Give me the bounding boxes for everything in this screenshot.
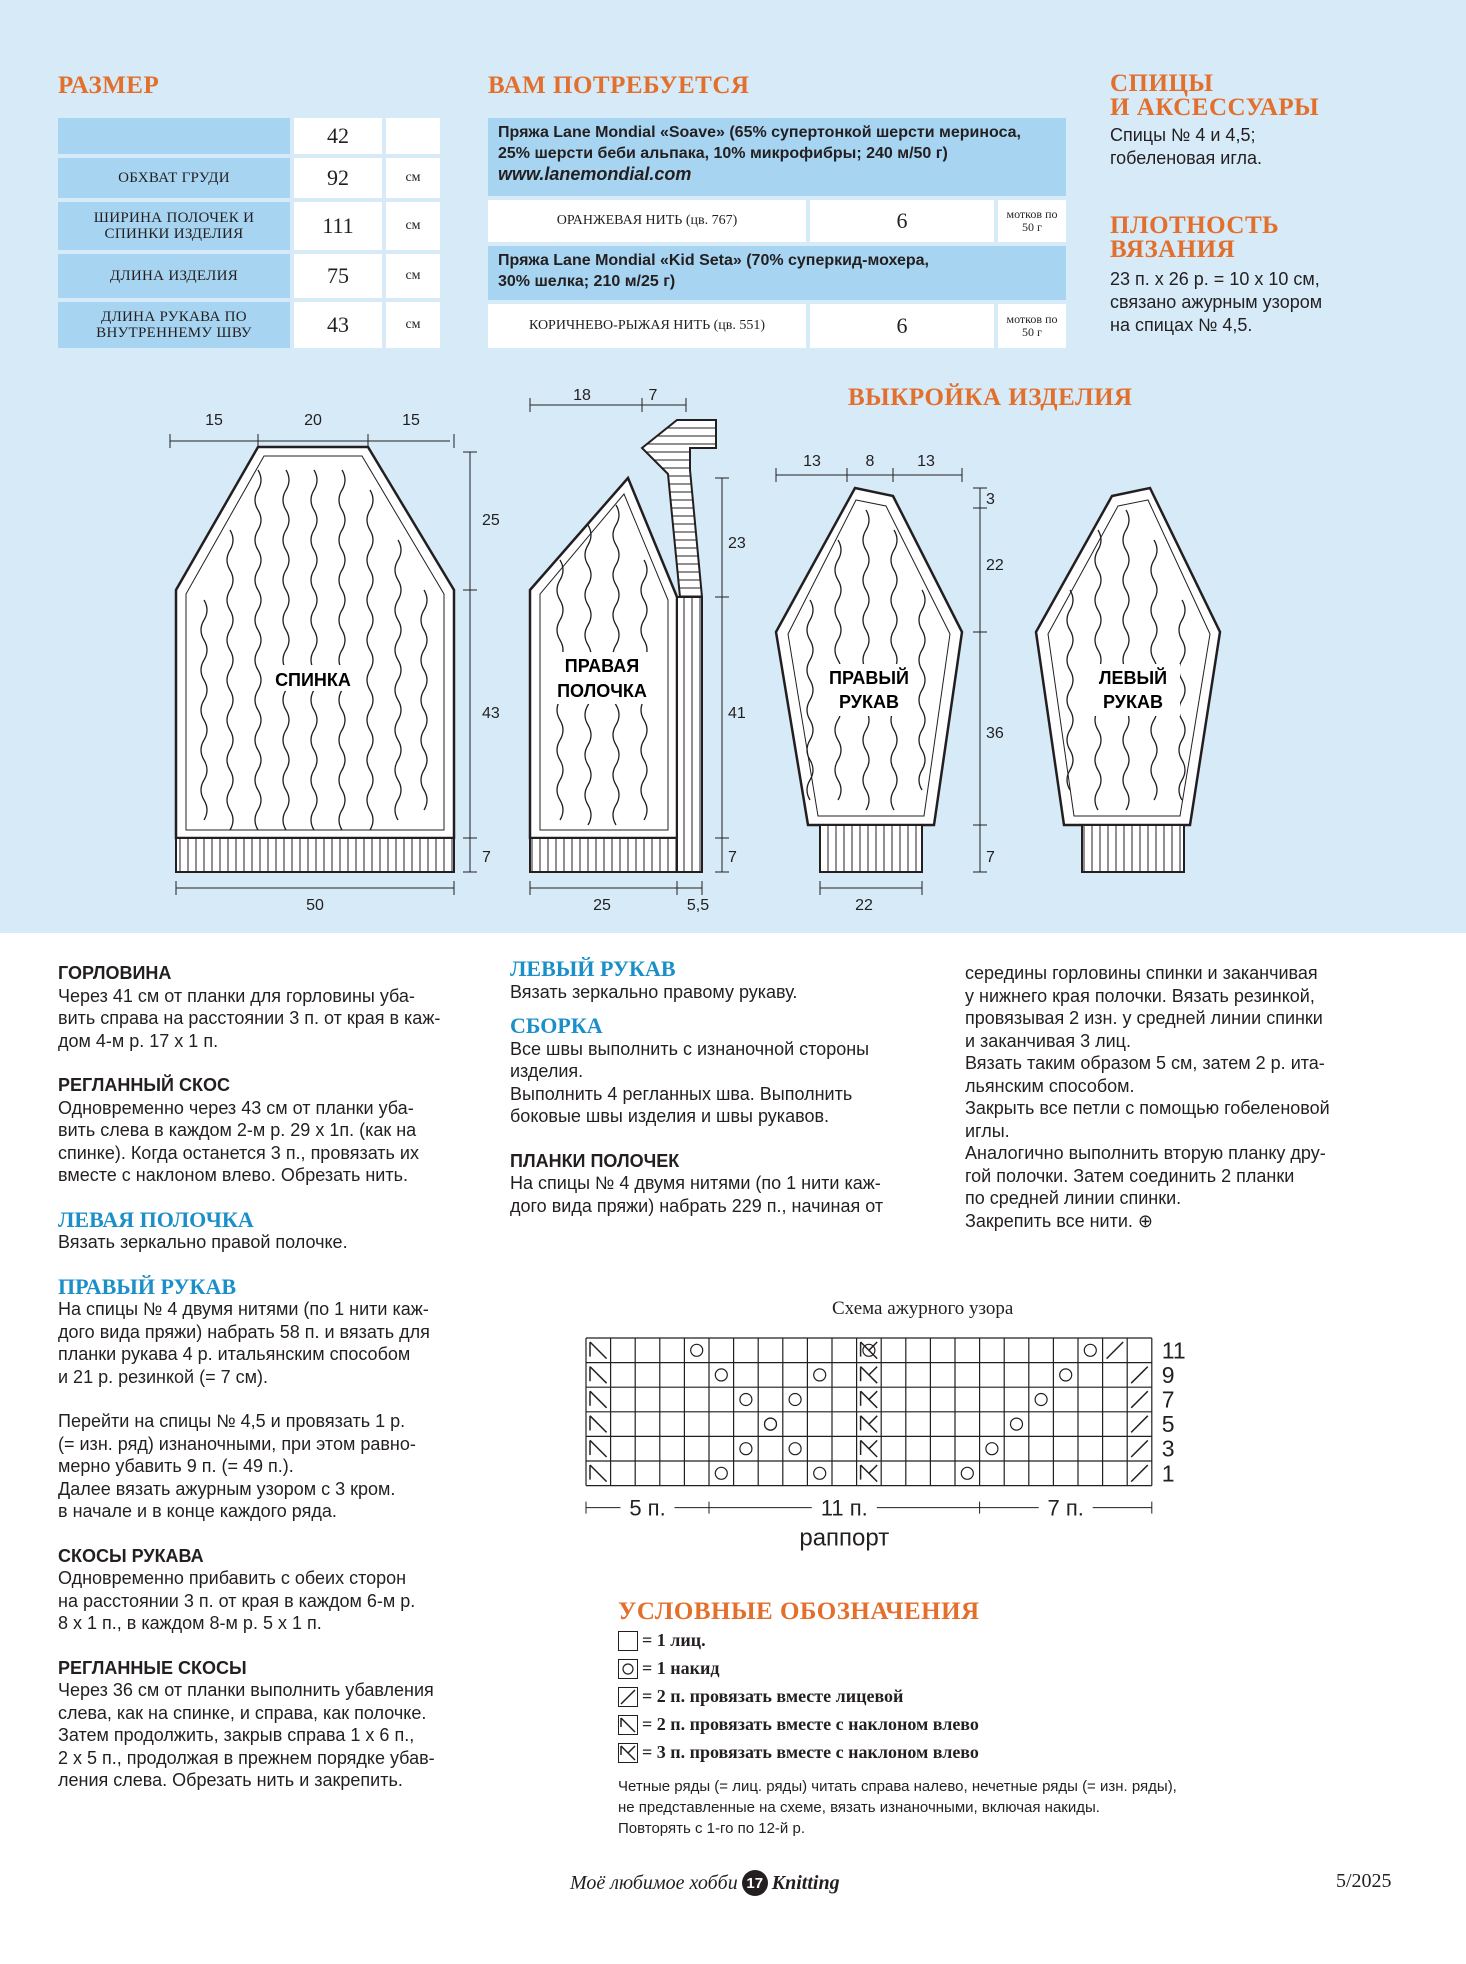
size-row-value: 43 [294,302,382,348]
yarn-over-symbol-icon [789,1394,801,1406]
chart-row-number: 3 [1161,1435,1175,1462]
chart-row-number: 9 [1161,1361,1175,1388]
col3-text-line: иглы. [965,1120,1010,1141]
dim-sleeve-cap: 3 [986,491,995,508]
k2tog-symbol-icon [618,1687,638,1707]
chart-stitch-count: 5 п. [629,1495,666,1521]
yarn-over-symbol-icon [1060,1369,1072,1381]
yarn-over-symbol-icon [961,1467,973,1479]
yarn2-unit: мотков по 50 г [998,304,1066,348]
col3-text-line: Вязать таким образом 5 см, затем 2 р. ита- [965,1053,1325,1073]
yarn-over-symbol-icon [618,1659,638,1679]
tools-text-line1: Спицы № 4 и 4,5; [1110,125,1256,145]
right-sleeve-text2-line: Перейти на спицы № 4,5 и провязать 1 р. [58,1411,406,1431]
sk2p-symbol-icon [869,1465,877,1473]
ssk-symbol-icon [618,1715,638,1735]
sleeve-inc-text-line: Одновременно прибавить с обеих сторон [58,1568,407,1588]
yarn1-description [488,118,1066,196]
yarn2-line2: 30% шелка; 210 м/25 г) [498,273,676,290]
sk2p-symbol-icon [869,1391,877,1399]
right-sleeve-label-2: РУКАВ [839,692,899,712]
col3-text-line: льянским способом. [965,1075,1135,1096]
yarn1-unit: мотков по 50 г [998,200,1066,242]
size-header-value: 42 [294,118,382,154]
legend-item-yo [618,1658,719,1679]
yarn-over-symbol-icon [814,1369,826,1381]
sleeve-raglan-text-line: Затем продолжить, закрыв справа 1 х 6 п., [58,1725,415,1745]
yarn1-qty: 6 [810,200,994,242]
gauge-text-line1: 23 п. х 26 р. = 10 х 10 см, [1110,269,1320,289]
issue-number: 5/2025 [1336,1870,1392,1892]
left-sleeve-label-2: РУКАВ [1103,692,1163,712]
yarn-over-symbol-icon [765,1418,777,1430]
legend-text: = 3 п. провязать вместе с наклоном влево [642,1742,979,1762]
col3-text-line: середины горловины спинки и заканчивая [965,963,1318,983]
sleeve-inc-text-line: 8 х 1 п., в каждом 8-м р. 5 х 1 п. [58,1613,322,1633]
col3-text-line: Аналогично выполнить вторую планку дру- [965,1143,1326,1163]
neck-title: ГОРЛОВИНА [58,963,172,983]
sleeve-raglan-text-line: ления слева. Обрезать нить и закрепить. [58,1770,403,1790]
chart-title: Схема ажурного узора [832,1298,1014,1319]
col3-text-line: гой полочки. Затем соединить 2 планки [965,1165,1295,1186]
yarn-over-symbol-icon [715,1369,727,1381]
dim-front-body: 41 [728,705,746,722]
right-sleeve-text-line: дого вида пряжи) набрать 58 п. и вязать для [58,1321,430,1342]
sk2p-symbol-icon [869,1367,877,1375]
sk2p-symbol-icon [869,1440,877,1448]
left-sleeve-label-1: ЛЕВЫЙ [1098,668,1168,688]
dim-sleeve-top-right: 13 [917,453,935,470]
size-row-value: 92 [294,158,382,198]
col3-text-line: провязывая 2 изн. у средней линии спинки [965,1008,1323,1028]
dim-back-rib: 7 [482,849,491,866]
tools-title [1110,72,1319,120]
yarn-over-symbol-icon [789,1443,801,1455]
ssk-symbol-icon [590,1440,607,1457]
right-sleeve-text-line: планки рукава 4 р. итальянским способом [58,1344,411,1364]
dim-front-rib: 7 [728,849,737,866]
bands-text-line: На спицы № 4 двумя нитями (по 1 нити каж- [510,1173,881,1193]
dim-front-raglan: 23 [728,535,746,552]
assembly-text-line: Выполнить 4 регланных шва. Выполнить [510,1083,853,1104]
gauge-text [1110,268,1322,337]
ssk-symbol-icon [590,1416,607,1433]
size-row-label: ДЛИНА РУКАВА ПО ВНУТРЕННЕМУ ШВУ [58,302,290,348]
magazine-name: Моё любимое хобби [570,1871,738,1894]
materials-title: ВАМ ПОТРЕБУЕТСЯ [488,72,750,99]
size-title: РАЗМЕР [58,72,160,99]
dim-front-width: 25 [593,897,611,914]
note-line: не представленные на схеме, вязать изнаночными, включая накиды. [618,1799,1100,1816]
yarn-over-symbol-icon [1011,1418,1023,1430]
tools-title-line2: И АКСЕССУАРЫ [1110,94,1320,121]
neck-text-line: Через 41 см от планки для горловины уба- [58,985,415,1006]
ssk-symbol-icon [590,1465,607,1482]
bands-text-line: дого вида пряжи) набрать 229 п., начиная от [510,1195,884,1216]
left-front-title: ЛЕВАЯ ПОЛОЧКА [58,1206,254,1232]
gauge-text-line2: связано ажурным узором [1110,292,1323,312]
dim-sleeve-rib: 7 [986,849,995,866]
left-sleeve-title: ЛЕВЫЙ РУКАВ [510,956,676,981]
ssk-symbol-icon [590,1342,607,1359]
dim-sleeve-raglan: 22 [986,557,1004,574]
size-header-blank [58,118,290,154]
lace-chart [580,1330,1300,1590]
neck-text-line: вить справа на расстоянии 3 п. от края в каж- [58,1008,441,1028]
instructions-column-1 [58,962,478,1814]
col3-text-line: у нижнего края полочки. Вязать резинкой, [965,985,1315,1006]
chart-row-number: 7 [1161,1386,1175,1413]
legend-item-sk2p [618,1742,979,1763]
raglan-text-line: вить слева в каждом 2-м р. 29 х 1п. (как на [58,1120,417,1140]
sleeve-raglan-text-line: Через 36 см от планки выполнить убавления [58,1680,434,1700]
sleeve-raglan-title: РЕГЛАННЫЕ СКОСЫ [58,1657,247,1678]
col3-text-line: Закрепить все нити. ⊕ [965,1210,1153,1231]
raglan-title: РЕГЛАННЫЙ СКОС [58,1075,230,1095]
right-front-label-1: ПРАВАЯ [564,656,640,676]
pattern-title: ВЫКРОЙКА ИЗДЕЛИЯ [848,384,1133,411]
sk2p-symbol-icon [618,1743,638,1763]
dim-back-top-right: 15 [402,412,420,429]
chart-stitch-count: 11 п. [820,1495,868,1521]
dim-back-body: 43 [482,705,500,722]
right-sleeve-text2-line: мерно убавить 9 п. (= 49 п.). [58,1456,294,1476]
instructions-column-2 [510,958,950,1239]
chart-row-number: 11 [1161,1337,1186,1364]
k2tog-symbol-icon [1131,1440,1148,1457]
yarn1-line1: Пряжа Lane Mondial «Soave» (65% супертонкой шерсти мериноса, [498,124,1021,141]
yarn1-url[interactable]: www.lanemondial.com [498,164,692,184]
size-row-value: 111 [294,202,382,250]
size-row-value: 75 [294,254,382,298]
dim-front-band-top: 7 [648,387,658,404]
note-line: Четные ряды (= лиц. ряды) читать справа налево, нечетные ряды (= изн. ряды), [618,1778,1177,1795]
chart-row-number: 5 [1161,1411,1175,1438]
k2tog-symbol-icon [1131,1416,1148,1433]
yarn-over-symbol-icon [1035,1394,1047,1406]
ssk-symbol-icon [590,1391,607,1408]
yarn-over-symbol-icon [691,1344,703,1356]
sleeve-inc-title: СКОСЫ РУКАВА [58,1545,204,1566]
dim-front-band-width: 5,5 [686,897,710,914]
right-sleeve-text2-line: Далее вязать ажурным узором с 3 кром. [58,1478,396,1499]
gauge-title-line1: ПЛОТНОСТЬ [1110,212,1280,239]
k2tog-symbol-icon [1131,1367,1148,1384]
legend-item-knit [618,1630,706,1651]
legend-text: = 1 накид [642,1658,720,1678]
bands-title: ПЛАНКИ ПОЛОЧЕК [510,1150,680,1171]
chart-stitch-count: 7 п. [1047,1495,1084,1521]
size-row-label: ОБХВАТ ГРУДИ [58,158,290,198]
size-header-unit [386,118,440,154]
page-number: 17 [742,1870,768,1896]
tools-text-line2: гобеленовая игла. [1110,148,1263,168]
size-row-unit: см [386,158,440,198]
left-sleeve-text-line: Вязать зеркально правому рукаву. [510,981,798,1002]
tools-text [1110,124,1262,170]
raglan-text-line: вместе с наклоном влево. Обрезать нить. [58,1165,408,1185]
yarn-over-symbol-icon [986,1443,998,1455]
dim-sleeve-top-mid: 8 [865,453,875,470]
k2tog-symbol-icon [1107,1342,1124,1359]
assembly-text-line: изделия. [510,1061,584,1081]
col3-text-line: по средней линии спинки. [965,1188,1182,1208]
yarn1-color: ОРАНЖЕВАЯ НИТЬ (цв. 767) [488,200,806,242]
yarn-over-symbol-icon [740,1443,752,1455]
chart-repeat-label: раппорт [799,1524,890,1552]
yarn2-description [488,246,1066,300]
dim-sleeve-top-left: 13 [803,453,821,470]
gauge-title [1110,214,1279,262]
raglan-text-line: Одновременно через 43 см от планки уба- [58,1097,414,1118]
right-sleeve-text2-line: (= изн. ряд) изнаночными, при этом равно- [58,1433,416,1454]
instructions-column-3 [965,962,1405,1232]
yarn-over-symbol-icon [814,1467,826,1479]
size-row-unit: см [386,202,440,250]
right-front-label-2: ПОЛОЧКА [557,681,647,701]
k2tog-symbol-icon [1131,1465,1148,1482]
size-row-unit: см [386,254,440,298]
right-sleeve-text2-line: в начале и в конце каждого ряда. [58,1501,337,1521]
dim-back-raglan: 25 [482,512,500,529]
size-row-label: ШИРИНА ПОЛОЧЕК И СПИНКИ ИЗДЕЛИЯ [58,202,290,250]
right-sleeve-text-line: и 21 р. резинкой (= 7 см). [58,1366,268,1387]
dim-sleeve-width: 22 [855,897,873,914]
back-piece [176,447,454,872]
legend-note [618,1776,1177,1839]
ssk-symbol-icon [590,1367,607,1384]
yarn-over-symbol-icon [740,1394,752,1406]
gauge-text-line3: на спицах № 4,5. [1110,315,1253,335]
dim-back-top-mid: 20 [304,412,322,429]
dim-back-top-left: 15 [205,412,223,429]
back-label: СПИНКА [275,670,351,690]
assembly-text-line: боковые швы изделия и швы рукавов. [510,1106,830,1126]
legend-text: = 1 лиц. [642,1630,706,1650]
magazine-section: Knitting [771,1871,840,1894]
legend-text: = 2 п. провязать вместе лицевой [642,1686,904,1706]
right-sleeve-title: ПРАВЫЙ РУКАВ [58,1273,237,1299]
k2tog-symbol-icon [1131,1391,1148,1408]
right-front-piece [530,420,716,872]
col3-text-line: Закрыть все петли с помощью гобеленовой [965,1098,1330,1118]
assembly-text-line: Все швы выполнить с изнаночной стороны [510,1038,870,1059]
yarn1-line2: 25% шерсти беби альпака, 10% микрофибры; 240 м/50 г) [498,145,948,162]
tools-title-line1: СПИЦЫ [1110,70,1214,97]
yarn2-qty: 6 [810,304,994,348]
dim-sleeve-body: 36 [986,725,1004,742]
legend-item-ssk [618,1714,979,1735]
legend-title: УСЛОВНЫЕ ОБОЗНАЧЕНИЯ [618,1598,980,1625]
yarn2-color: КОРИЧНЕВО-РЫЖАЯ НИТЬ (цв. 551) [488,304,806,348]
dim-back-width: 50 [306,897,324,914]
note-line: Повторять с 1-го по 12-й р. [618,1820,805,1837]
yarn2-line1: Пряжа Lane Mondial «Kid Seta» (70% суперкид-мохера, [498,252,929,269]
legend-item-k2tog [618,1686,903,1707]
sleeve-raglan-text-line: слева, как на спинке, и справа, как полочке. [58,1702,427,1723]
dim-front-top: 18 [573,387,591,404]
chart-row-number: 1 [1161,1460,1175,1487]
sleeve-inc-text-line: на расстоянии 3 п. от края в каждом 6-м р. [58,1590,416,1611]
yarn-over-symbol-icon [715,1467,727,1479]
knit-symbol-icon [618,1631,638,1651]
sleeve-raglan-text-line: 2 х 5 п., продолжая в прежнем порядке убав- [58,1747,435,1768]
raglan-text-line: спинке). Когда останется 3 п., провязать их [58,1142,419,1163]
size-row-unit: см [386,302,440,348]
right-sleeve-text-line: На спицы № 4 двумя нитями (по 1 нити каж- [58,1299,429,1319]
size-row-label: ДЛИНА ИЗДЕЛИЯ [58,254,290,298]
col3-text-line: и заканчивая 3 лиц. [965,1030,1131,1051]
gauge-title-line2: ВЯЗАНИЯ [1110,236,1236,263]
footer-magazine [570,1870,840,1896]
right-sleeve-label-1: ПРАВЫЙ [829,668,909,688]
sk2p-symbol-icon [869,1416,877,1424]
yarn-over-symbol-icon [1084,1344,1096,1356]
assembly-title: СБОРКА [510,1013,603,1038]
legend-text: = 2 п. провязать вместе с наклоном влево [642,1714,979,1734]
left-front-text-line: Вязать зеркально правой полочке. [58,1232,348,1252]
neck-text-line: дом 4-м р. 17 х 1 п. [58,1030,219,1051]
